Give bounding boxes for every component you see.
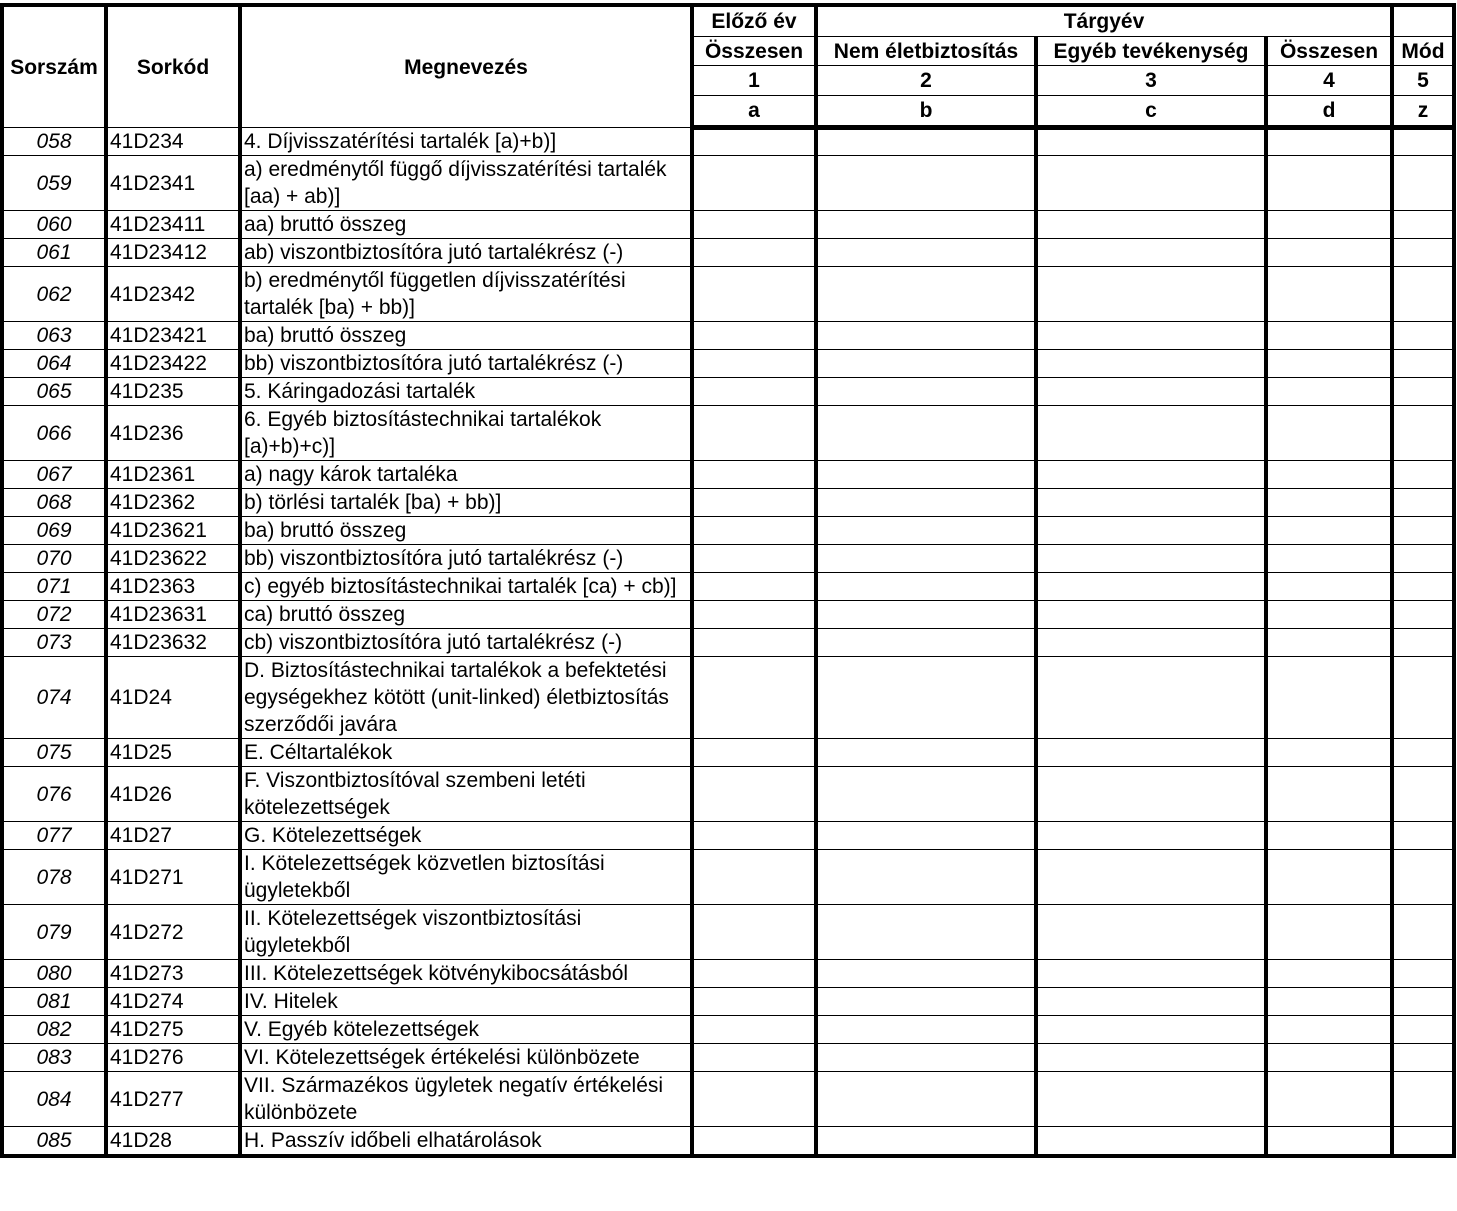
cell-mod[interactable] (1392, 988, 1454, 1016)
cell-elozo-ev-osszesen[interactable] (692, 629, 816, 657)
row-sorkod: 41D236 (106, 406, 240, 461)
cell-nem-eletbiztositas[interactable] (816, 1127, 1036, 1157)
cell-egyeb-tevekenyseg[interactable] (1036, 267, 1266, 322)
cell-mod[interactable] (1392, 128, 1454, 156)
cell-elozo-ev-osszesen[interactable] (692, 128, 816, 156)
col-number-2: 2 (816, 66, 1036, 96)
cell-egyeb-tevekenyseg[interactable] (1036, 850, 1266, 905)
row-sorszam: 064 (2, 350, 106, 378)
report-table (0, 3, 1456, 1158)
table-row (2, 573, 1454, 601)
row-megnevezes: G. Kötelezettségek (240, 822, 692, 850)
cell-egyeb-tevekenyseg[interactable] (1036, 489, 1266, 517)
cell-targyev-osszesen[interactable] (1266, 211, 1392, 239)
row-sorkod: 41D23621 (106, 517, 240, 545)
row-megnevezes: VI. Kötelezettségek értékelési különbözete (240, 1044, 692, 1072)
row-megnevezes: V. Egyéb kötelezettségek (240, 1016, 692, 1044)
row-megnevezes: cb) viszontbiztosítóra jutó tartalékrész (-) (240, 629, 692, 657)
row-sorszam: 062 (2, 267, 106, 322)
table-row (2, 1072, 1454, 1127)
cell-targyev-osszesen[interactable] (1266, 850, 1392, 905)
cell-targyev-osszesen[interactable] (1266, 156, 1392, 211)
row-sorszam: 076 (2, 767, 106, 822)
row-sorkod: 41D2362 (106, 489, 240, 517)
table-row (2, 1127, 1454, 1157)
cell-elozo-ev-osszesen[interactable] (692, 657, 816, 739)
cell-mod[interactable] (1392, 517, 1454, 545)
row-megnevezes: c) egyéb biztosítástechnikai tartalék [ca) + cb)] (240, 573, 692, 601)
cell-elozo-ev-osszesen[interactable] (692, 960, 816, 988)
cell-targyev-osszesen[interactable] (1266, 489, 1392, 517)
row-megnevezes: ba) bruttó összeg (240, 517, 692, 545)
cell-egyeb-tevekenyseg[interactable] (1036, 822, 1266, 850)
cell-targyev-osszesen[interactable] (1266, 545, 1392, 573)
row-megnevezes: 5. Káringadozási tartalék (240, 378, 692, 406)
row-sorszam: 074 (2, 657, 106, 739)
row-sorkod: 41D27 (106, 822, 240, 850)
row-megnevezes: bb) viszontbiztosítóra jutó tartalékrész (-) (240, 350, 692, 378)
cell-targyev-osszesen[interactable] (1266, 657, 1392, 739)
row-sorkod: 41D28 (106, 1127, 240, 1157)
cell-egyeb-tevekenyseg[interactable] (1036, 1072, 1266, 1127)
row-megnevezes: D. Biztosítástechnikai tartalékok a befektetési egységekhez kötött (unit-linked) életbiztosítás szerződői javára (240, 657, 692, 739)
cell-nem-eletbiztositas[interactable] (816, 988, 1036, 1016)
cell-nem-eletbiztositas[interactable] (816, 156, 1036, 211)
row-sorszam: 075 (2, 739, 106, 767)
cell-egyeb-tevekenyseg[interactable] (1036, 128, 1266, 156)
row-sorkod: 41D25 (106, 739, 240, 767)
cell-nem-eletbiztositas[interactable] (816, 739, 1036, 767)
row-sorkod: 41D2342 (106, 267, 240, 322)
table-row (2, 657, 1454, 739)
cell-mod[interactable] (1392, 601, 1454, 629)
cell-nem-eletbiztositas[interactable] (816, 322, 1036, 350)
table-row (2, 905, 1454, 960)
cell-egyeb-tevekenyseg[interactable] (1036, 156, 1266, 211)
cell-nem-eletbiztositas[interactable] (816, 406, 1036, 461)
cell-elozo-ev-osszesen[interactable] (692, 350, 816, 378)
row-sorszam: 061 (2, 239, 106, 267)
cell-mod[interactable] (1392, 350, 1454, 378)
cell-nem-eletbiztositas[interactable] (816, 267, 1036, 322)
cell-nem-eletbiztositas[interactable] (816, 239, 1036, 267)
cell-targyev-osszesen[interactable] (1266, 739, 1392, 767)
table-row (2, 378, 1454, 406)
cell-mod[interactable] (1392, 739, 1454, 767)
cell-egyeb-tevekenyseg[interactable] (1036, 461, 1266, 489)
cell-egyeb-tevekenyseg[interactable] (1036, 1016, 1266, 1044)
cell-nem-eletbiztositas[interactable] (816, 629, 1036, 657)
table-row (2, 822, 1454, 850)
row-megnevezes: ba) bruttó összeg (240, 322, 692, 350)
table-row (2, 156, 1454, 211)
cell-elozo-ev-osszesen[interactable] (692, 988, 816, 1016)
cell-elozo-ev-osszesen[interactable] (692, 517, 816, 545)
row-sorkod: 41D23412 (106, 239, 240, 267)
cell-mod[interactable] (1392, 850, 1454, 905)
cell-nem-eletbiztositas[interactable] (816, 211, 1036, 239)
table-row (2, 406, 1454, 461)
row-sorszam: 065 (2, 378, 106, 406)
row-sorkod: 41D271 (106, 850, 240, 905)
cell-nem-eletbiztositas[interactable] (816, 517, 1036, 545)
col-title-2: Nem életbiztosítás (816, 36, 1036, 66)
table-row (2, 960, 1454, 988)
row-sorkod: 41D2361 (106, 461, 240, 489)
cell-mod[interactable] (1392, 960, 1454, 988)
table-row (2, 988, 1454, 1016)
cell-mod[interactable] (1392, 156, 1454, 211)
table-row (2, 517, 1454, 545)
row-sorszam: 066 (2, 406, 106, 461)
cell-targyev-osszesen[interactable] (1266, 322, 1392, 350)
header-mod-top (1392, 5, 1454, 36)
cell-elozo-ev-osszesen[interactable] (692, 322, 816, 350)
cell-elozo-ev-osszesen[interactable] (692, 461, 816, 489)
row-sorszam: 085 (2, 1127, 106, 1157)
col-number-4: 4 (1266, 66, 1392, 96)
cell-egyeb-tevekenyseg[interactable] (1036, 629, 1266, 657)
cell-targyev-osszesen[interactable] (1266, 767, 1392, 822)
row-megnevezes: bb) viszontbiztosítóra jutó tartalékrész (-) (240, 545, 692, 573)
cell-nem-eletbiztositas[interactable] (816, 1072, 1036, 1127)
row-megnevezes: ca) bruttó összeg (240, 601, 692, 629)
header-sorkod: Sorkód (106, 5, 240, 128)
cell-nem-eletbiztositas[interactable] (816, 489, 1036, 517)
row-sorkod: 41D23411 (106, 211, 240, 239)
cell-nem-eletbiztositas[interactable] (816, 378, 1036, 406)
cell-targyev-osszesen[interactable] (1266, 1072, 1392, 1127)
cell-egyeb-tevekenyseg[interactable] (1036, 406, 1266, 461)
table-row (2, 461, 1454, 489)
cell-nem-eletbiztositas[interactable] (816, 767, 1036, 822)
cell-elozo-ev-osszesen[interactable] (692, 850, 816, 905)
cell-elozo-ev-osszesen[interactable] (692, 767, 816, 822)
col-letter-4: d (1266, 96, 1392, 128)
cell-mod[interactable] (1392, 322, 1454, 350)
cell-mod[interactable] (1392, 822, 1454, 850)
row-sorkod: 41D23632 (106, 629, 240, 657)
cell-elozo-ev-osszesen[interactable] (692, 156, 816, 211)
cell-nem-eletbiztositas[interactable] (816, 461, 1036, 489)
row-sorszam: 081 (2, 988, 106, 1016)
row-sorkod: 41D277 (106, 1072, 240, 1127)
row-sorkod: 41D2341 (106, 156, 240, 211)
cell-nem-eletbiztositas[interactable] (816, 850, 1036, 905)
cell-elozo-ev-osszesen[interactable] (692, 545, 816, 573)
table-row (2, 850, 1454, 905)
cell-elozo-ev-osszesen[interactable] (692, 378, 816, 406)
cell-nem-eletbiztositas[interactable] (816, 657, 1036, 739)
row-sorszam: 068 (2, 489, 106, 517)
col-title-1: Összesen (692, 36, 816, 66)
cell-elozo-ev-osszesen[interactable] (692, 1016, 816, 1044)
table-row (2, 128, 1454, 156)
cell-elozo-ev-osszesen[interactable] (692, 1044, 816, 1072)
cell-mod[interactable] (1392, 1127, 1454, 1157)
row-megnevezes: aa) bruttó összeg (240, 211, 692, 239)
cell-egyeb-tevekenyseg[interactable] (1036, 1044, 1266, 1072)
cell-elozo-ev-osszesen[interactable] (692, 739, 816, 767)
row-sorszam: 067 (2, 461, 106, 489)
cell-egyeb-tevekenyseg[interactable] (1036, 767, 1266, 822)
col-number-3: 3 (1036, 66, 1266, 96)
row-sorszam: 079 (2, 905, 106, 960)
cell-egyeb-tevekenyseg[interactable] (1036, 988, 1266, 1016)
row-sorkod: 41D273 (106, 960, 240, 988)
col-title-4: Összesen (1266, 36, 1392, 66)
table-row (2, 267, 1454, 322)
table-row (2, 239, 1454, 267)
row-sorszam: 073 (2, 629, 106, 657)
cell-nem-eletbiztositas[interactable] (816, 601, 1036, 629)
cell-elozo-ev-osszesen[interactable] (692, 573, 816, 601)
row-megnevezes: 6. Egyéb biztosítástechnikai tartalékok [a)+b)+c)] (240, 406, 692, 461)
table-body (2, 128, 1454, 1157)
row-megnevezes: IV. Hitelek (240, 988, 692, 1016)
row-sorszam: 070 (2, 545, 106, 573)
cell-targyev-osszesen[interactable] (1266, 267, 1392, 322)
row-megnevezes: ab) viszontbiztosítóra jutó tartalékrész (-) (240, 239, 692, 267)
cell-elozo-ev-osszesen[interactable] (692, 905, 816, 960)
row-sorszam: 080 (2, 960, 106, 988)
cell-elozo-ev-osszesen[interactable] (692, 239, 816, 267)
cell-mod[interactable] (1392, 767, 1454, 822)
cell-egyeb-tevekenyseg[interactable] (1036, 739, 1266, 767)
cell-nem-eletbiztositas[interactable] (816, 1044, 1036, 1072)
cell-mod[interactable] (1392, 1016, 1454, 1044)
cell-nem-eletbiztositas[interactable] (816, 545, 1036, 573)
cell-mod[interactable] (1392, 545, 1454, 573)
row-sorkod: 41D235 (106, 378, 240, 406)
cell-targyev-osszesen[interactable] (1266, 378, 1392, 406)
cell-egyeb-tevekenyseg[interactable] (1036, 545, 1266, 573)
row-sorkod: 41D24 (106, 657, 240, 739)
row-sorkod: 41D274 (106, 988, 240, 1016)
row-sorszam: 063 (2, 322, 106, 350)
row-megnevezes: a) eredménytől függő díjvisszatérítési tartalék [aa) + ab)] (240, 156, 692, 211)
cell-elozo-ev-osszesen[interactable] (692, 211, 816, 239)
cell-targyev-osszesen[interactable] (1266, 406, 1392, 461)
col-number-5: 5 (1392, 66, 1454, 96)
cell-elozo-ev-osszesen[interactable] (692, 489, 816, 517)
row-sorkod: 41D276 (106, 1044, 240, 1072)
row-sorkod: 41D23622 (106, 545, 240, 573)
cell-targyev-osszesen[interactable] (1266, 350, 1392, 378)
row-sorszam: 072 (2, 601, 106, 629)
row-sorkod: 41D23422 (106, 350, 240, 378)
cell-mod[interactable] (1392, 378, 1454, 406)
cell-nem-eletbiztositas[interactable] (816, 573, 1036, 601)
cell-targyev-osszesen[interactable] (1266, 1016, 1392, 1044)
row-megnevezes: VII. Származékos ügyletek negatív értékelési különbözete (240, 1072, 692, 1127)
row-megnevezes: H. Passzív időbeli elhatárolások (240, 1127, 692, 1157)
cell-egyeb-tevekenyseg[interactable] (1036, 657, 1266, 739)
cell-nem-eletbiztositas[interactable] (816, 905, 1036, 960)
cell-targyev-osszesen[interactable] (1266, 1127, 1392, 1157)
row-megnevezes: E. Céltartalékok (240, 739, 692, 767)
cell-nem-eletbiztositas[interactable] (816, 960, 1036, 988)
row-sorszam: 058 (2, 128, 106, 156)
cell-egyeb-tevekenyseg[interactable] (1036, 378, 1266, 406)
cell-egyeb-tevekenyseg[interactable] (1036, 350, 1266, 378)
cell-targyev-osszesen[interactable] (1266, 239, 1392, 267)
row-sorszam: 069 (2, 517, 106, 545)
cell-egyeb-tevekenyseg[interactable] (1036, 601, 1266, 629)
cell-mod[interactable] (1392, 905, 1454, 960)
col-letter-1: a (692, 96, 816, 128)
table-row (2, 767, 1454, 822)
row-sorszam: 082 (2, 1016, 106, 1044)
cell-targyev-osszesen[interactable] (1266, 960, 1392, 988)
row-megnevezes: b) törlési tartalék [ba) + bb)] (240, 489, 692, 517)
table-row (2, 1044, 1454, 1072)
row-megnevezes: III. Kötelezettségek kötvénykibocsátásból (240, 960, 692, 988)
table-row (2, 1016, 1454, 1044)
cell-egyeb-tevekenyseg[interactable] (1036, 905, 1266, 960)
row-sorkod: 41D275 (106, 1016, 240, 1044)
row-sorkod: 41D272 (106, 905, 240, 960)
col-letter-3: c (1036, 96, 1266, 128)
cell-targyev-osszesen[interactable] (1266, 629, 1392, 657)
table-row (2, 545, 1454, 573)
cell-targyev-osszesen[interactable] (1266, 128, 1392, 156)
row-megnevezes: a) nagy károk tartaléka (240, 461, 692, 489)
cell-targyev-osszesen[interactable] (1266, 573, 1392, 601)
col-number-1: 1 (692, 66, 816, 96)
cell-mod[interactable] (1392, 629, 1454, 657)
cell-nem-eletbiztositas[interactable] (816, 128, 1036, 156)
col-title-5: Mód (1392, 36, 1454, 66)
cell-mod[interactable] (1392, 573, 1454, 601)
cell-elozo-ev-osszesen[interactable] (692, 822, 816, 850)
cell-egyeb-tevekenyseg[interactable] (1036, 211, 1266, 239)
row-sorkod: 41D234 (106, 128, 240, 156)
cell-mod[interactable] (1392, 1072, 1454, 1127)
cell-mod[interactable] (1392, 239, 1454, 267)
col-letter-2: b (816, 96, 1036, 128)
row-megnevezes: I. Kötelezettségek közvetlen biztosítási ügyletekből (240, 850, 692, 905)
row-sorszam: 077 (2, 822, 106, 850)
table-row (2, 211, 1454, 239)
row-megnevezes: II. Kötelezettségek viszontbiztosítási ügyletekből (240, 905, 692, 960)
cell-targyev-osszesen[interactable] (1266, 905, 1392, 960)
row-sorszam: 083 (2, 1044, 106, 1072)
cell-elozo-ev-osszesen[interactable] (692, 1072, 816, 1127)
cell-targyev-osszesen[interactable] (1266, 988, 1392, 1016)
cell-egyeb-tevekenyseg[interactable] (1036, 322, 1266, 350)
table-row (2, 489, 1454, 517)
cell-egyeb-tevekenyseg[interactable] (1036, 239, 1266, 267)
row-sorszam: 078 (2, 850, 106, 905)
row-megnevezes: F. Viszontbiztosítóval szembeni letéti kötelezettségek (240, 767, 692, 822)
col-letter-5: z (1392, 96, 1454, 128)
header-sorszam: Sorszám (2, 5, 106, 128)
cell-targyev-osszesen[interactable] (1266, 1044, 1392, 1072)
cell-mod[interactable] (1392, 267, 1454, 322)
cell-mod[interactable] (1392, 211, 1454, 239)
cell-elozo-ev-osszesen[interactable] (692, 406, 816, 461)
cell-mod[interactable] (1392, 1044, 1454, 1072)
cell-egyeb-tevekenyseg[interactable] (1036, 960, 1266, 988)
table-row (2, 629, 1454, 657)
row-sorszam: 084 (2, 1072, 106, 1127)
cell-mod[interactable] (1392, 406, 1454, 461)
header-elozo-ev: Előző év (692, 5, 816, 36)
table-row (2, 601, 1454, 629)
cell-egyeb-tevekenyseg[interactable] (1036, 1127, 1266, 1157)
cell-elozo-ev-osszesen[interactable] (692, 267, 816, 322)
cell-nem-eletbiztositas[interactable] (816, 350, 1036, 378)
header-megnevezes: Megnevezés (240, 5, 692, 128)
cell-targyev-osszesen[interactable] (1266, 517, 1392, 545)
cell-mod[interactable] (1392, 489, 1454, 517)
table-row (2, 322, 1454, 350)
row-sorszam: 071 (2, 573, 106, 601)
cell-nem-eletbiztositas[interactable] (816, 1016, 1036, 1044)
cell-targyev-osszesen[interactable] (1266, 601, 1392, 629)
row-megnevezes: 4. Díjvisszatérítési tartalék [a)+b)] (240, 128, 692, 156)
col-title-3: Egyéb tevékenység (1036, 36, 1266, 66)
cell-egyeb-tevekenyseg[interactable] (1036, 573, 1266, 601)
row-sorkod: 41D2363 (106, 573, 240, 601)
table-row (2, 739, 1454, 767)
cell-targyev-osszesen[interactable] (1266, 822, 1392, 850)
row-sorszam: 059 (2, 156, 106, 211)
cell-targyev-osszesen[interactable] (1266, 461, 1392, 489)
cell-nem-eletbiztositas[interactable] (816, 822, 1036, 850)
row-sorkod: 41D23631 (106, 601, 240, 629)
table-header (2, 5, 1454, 128)
header-targyev: Tárgyév (816, 5, 1392, 36)
row-sorkod: 41D26 (106, 767, 240, 822)
cell-mod[interactable] (1392, 461, 1454, 489)
row-sorkod: 41D23421 (106, 322, 240, 350)
row-megnevezes: b) eredménytől független díjvisszatérítési tartalék [ba) + bb)] (240, 267, 692, 322)
row-sorszam: 060 (2, 211, 106, 239)
table-row (2, 350, 1454, 378)
cell-elozo-ev-osszesen[interactable] (692, 1127, 816, 1157)
cell-egyeb-tevekenyseg[interactable] (1036, 517, 1266, 545)
cell-elozo-ev-osszesen[interactable] (692, 601, 816, 629)
cell-mod[interactable] (1392, 657, 1454, 739)
